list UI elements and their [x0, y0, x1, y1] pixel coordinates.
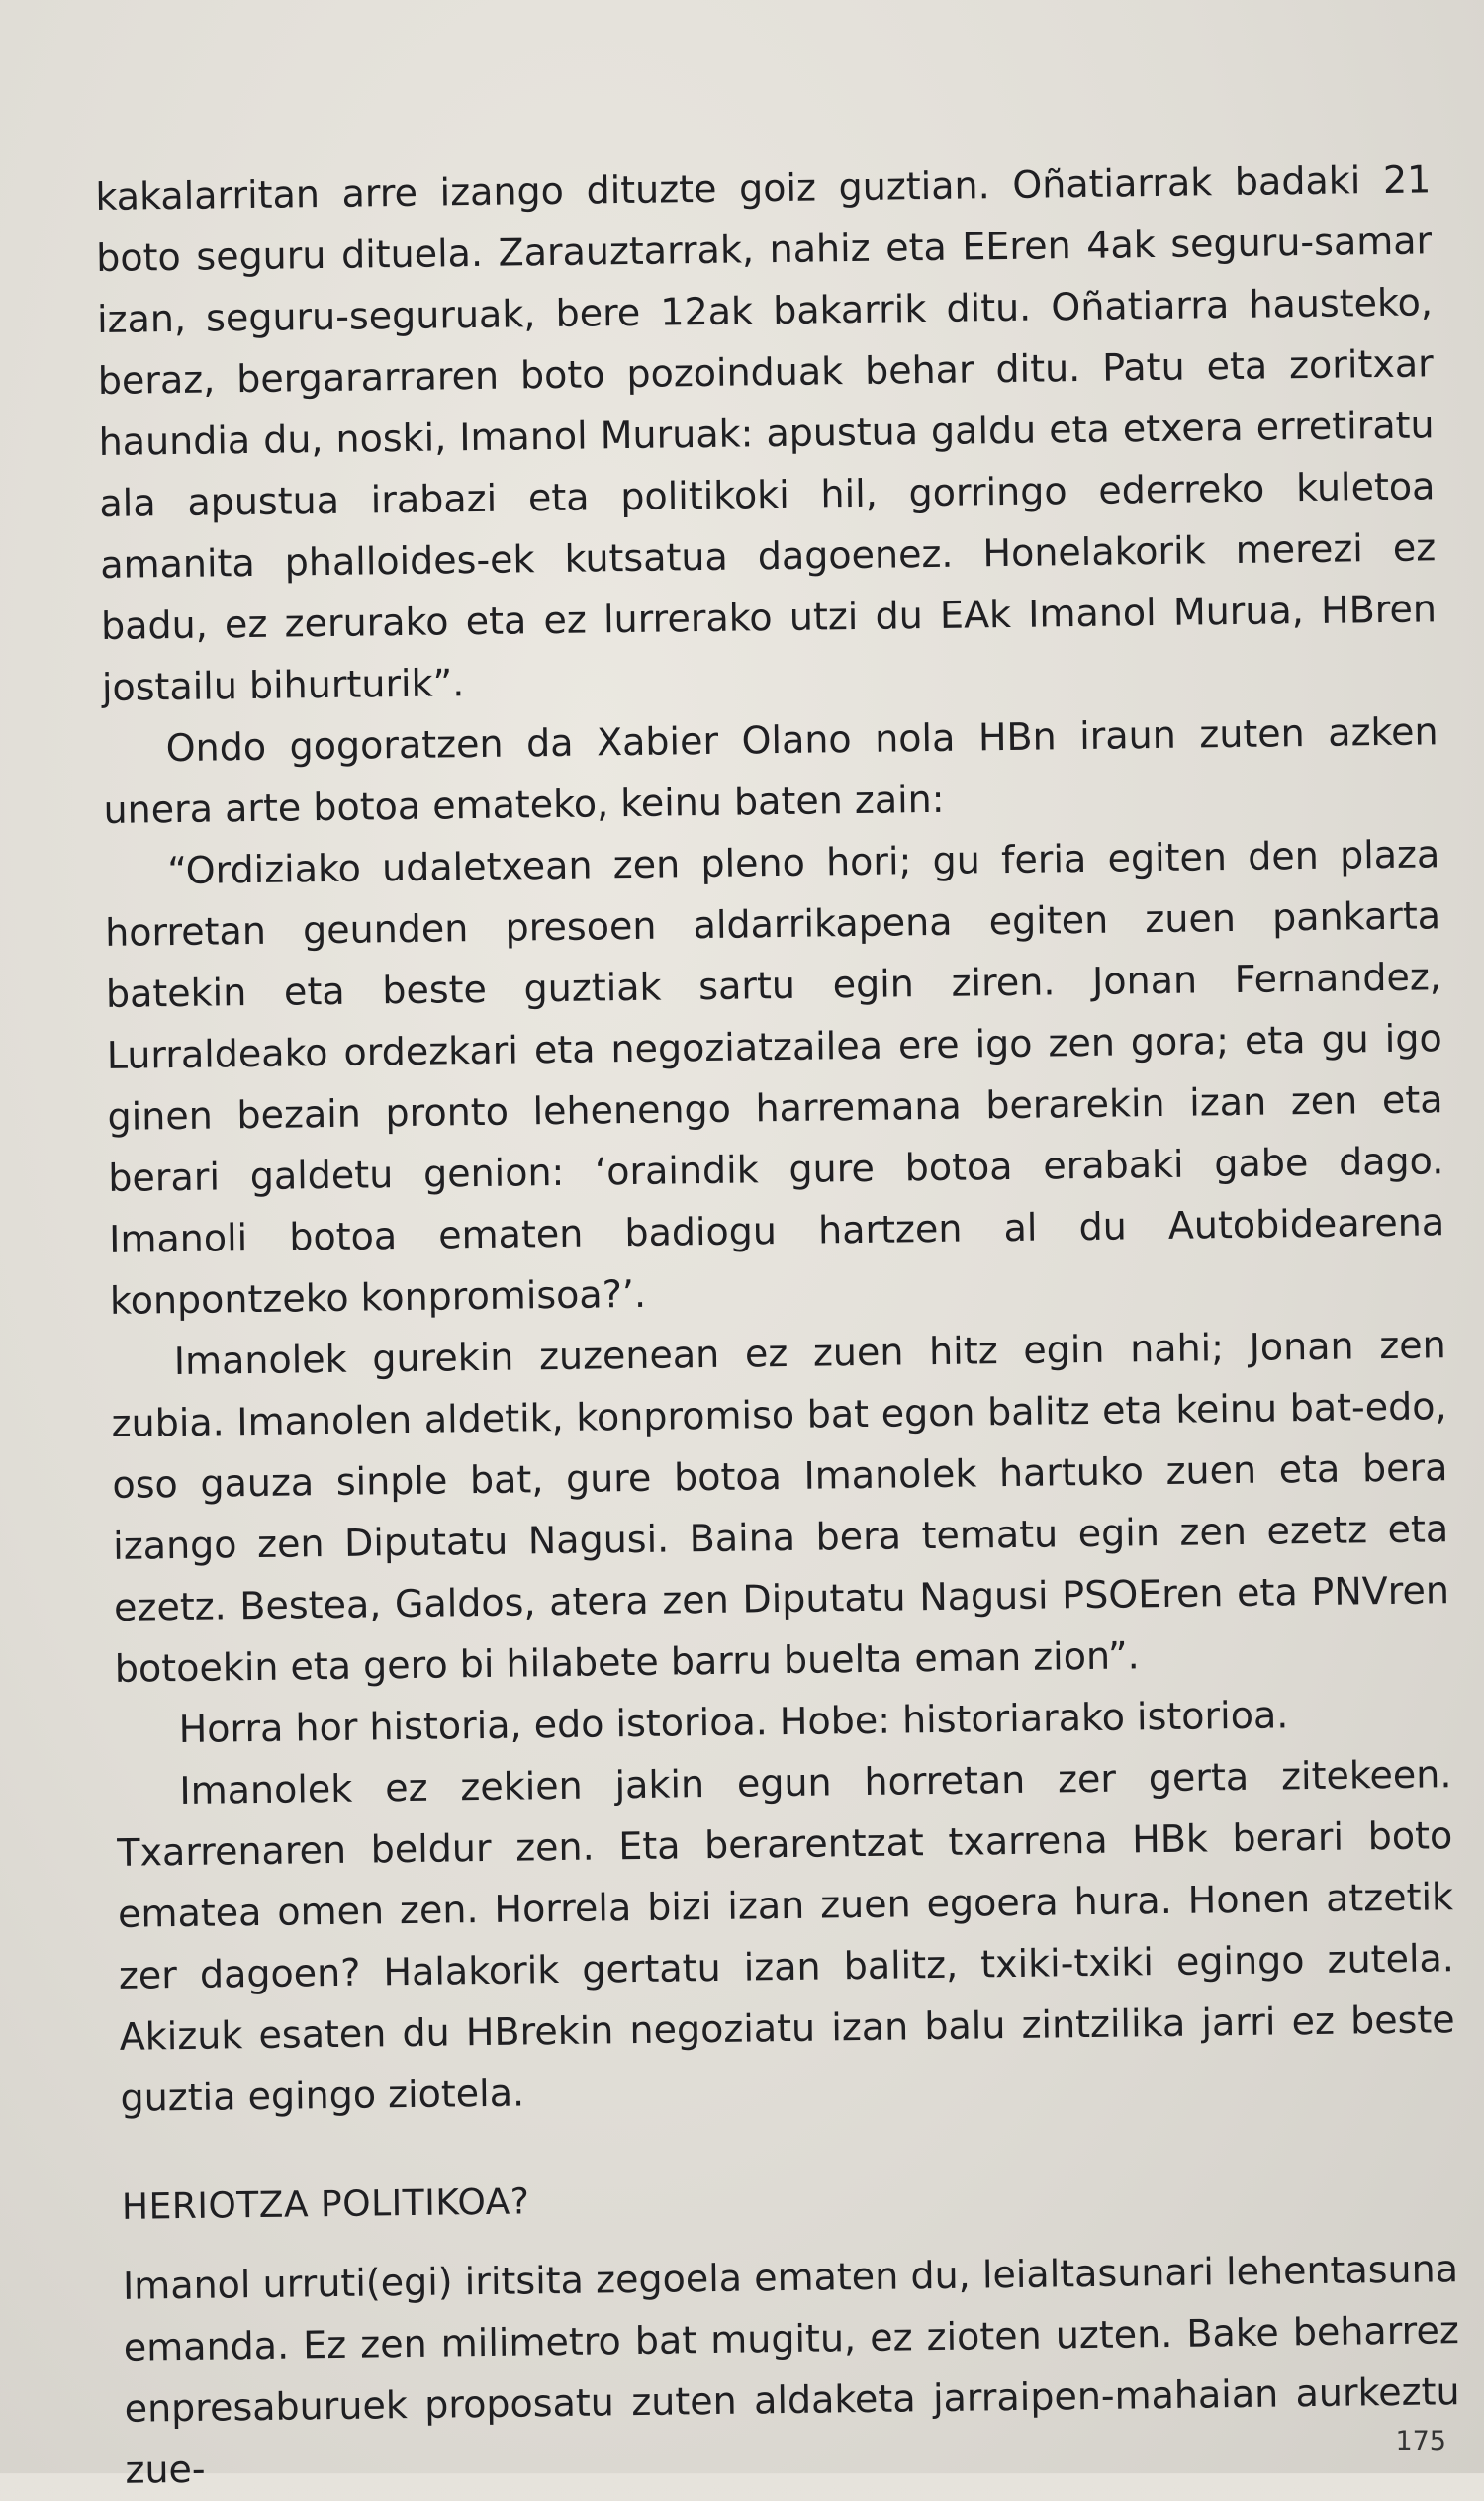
paragraph-7: Imanol urruti(egi) iritsita zegoela ematen du, leialtasunari lehentasuna emanda. Ez zen milimetro bat mugitu, ez zioten uzten. Bake beharrez enpresaburuek proposatu zuten aldaketa jarraipen-mahaian aurkeztu zue- [122, 2247, 1460, 2492]
paragraph-5: Horra hor historia, edo istorioa. Hobe: historiarako istorioa. [178, 1693, 1289, 1752]
paragraph-2: Ondo gogoratzen da Xabier Olano nola HBn iraun zuten azken unera arte botoa emateko, keinu baten zain: [103, 709, 1438, 832]
paragraph-4: Imanolek gurekin zuzenean ez zuen hitz egin nahi; Jonan zen zubia. Imanolen aldetik, konpromiso bat egon balitz eta keinu bat-edo, oso gauza sinple bat, gure botoa Imanolek hartuko zuen eta bera izango zen Diputatu Nagusi. Baina bera tematu egin zen ezetz eta ezetz. Bestea, Galdos, atera zen Diputatu Nagusi PSOEren eta PNVren botoekin eta gero bi hilabete barru buelta eman zion”. [111, 1323, 1450, 1691]
page-number: 175 [1395, 2426, 1446, 2456]
paragraph-1: kakalarritan arre izango dituzte goiz guztian. Oñatiarrak badaki 21 boto seguru dituela. Zarauztarrak, nahiz eta EEren 4ak seguru-samar izan, seguru-seguruak, bere 12ak bakarrik ditu. Oñatiarra hausteko, beraz, bergararraren boto pozoinduak behar ditu. Patu eta zoritxar haundia du, noski, Imanol Muruak: apustua galdu eta etxera erretiratu ala apustua irabazi eta politikoki hil, gorringo ederreko kuletoa amanita phalloides-ek kutsatua dagoenez. Honelakorik merezi ez badu, ez zerurako eta ez lurrerako utzi du EAk Imanol Murua, HBren jostailu bihurturik”. [95, 157, 1438, 709]
paragraph-6: Imanolek ez zekien jakin egun horretan zer gerta zitekeen. Txarrenaren beldur zen. Eta berarentzat txarrena HBk berari boto ematea omen zen. Horrela bizi izan zuen egoera hura. Honen atzetik zer dagoen? Halakorik gertatu izan balitz, txiki-txiki egingo zutela. Akizuk esaten du HBrekin negoziatu izan balu zintzilika jarri ez beste guztia egingo ziotela. [117, 1752, 1455, 2120]
section-heading: HERIOTZA POLITIKOA? [121, 2181, 530, 2228]
paragraph-3-quote: “Ordiziako udaletxean zen pleno hori; gu feria egiten den plaza horretan geunden presoen aldarrikapena egiten zuen pankarta batekin eta beste guztiak sartu egin ziren. Jonan Fernandez, Lurraldeako ordezkari eta negoziatzailea ere igo zen gora; eta gu igo ginen bezain pronto lehenengo harremana berarekin izan zen eta berari galdetu genion: ‘oraindik gure botoa erabaki gabe dago. Imanoli botoa ematen badiogu hartzen al du Autobidearena konpontzeko konpromisoa?’. [104, 832, 1445, 1323]
page-text [95, 148, 1461, 2500]
